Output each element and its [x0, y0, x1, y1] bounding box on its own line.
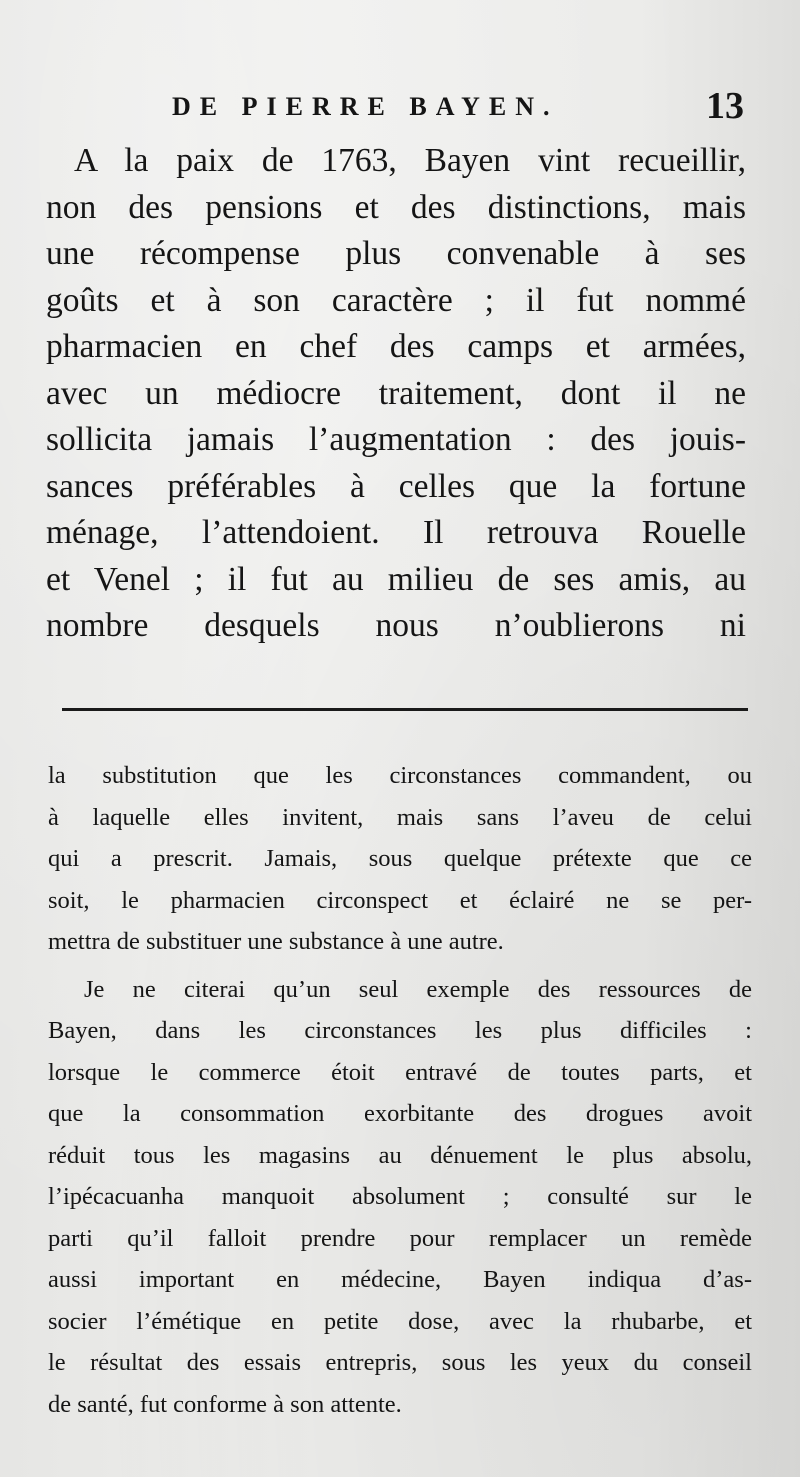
- footnote-line: soit, le pharmacien circonspect et éclairé ne se per-: [48, 886, 752, 914]
- text-line: avec un médiocre traitement, dont il ne: [46, 374, 746, 412]
- footnote-line: mettra de substituer une substance à une autre.: [48, 928, 504, 955]
- footnote-separator-rule: [62, 708, 748, 711]
- text-line: pharmacien en chef des camps et armées,: [46, 328, 746, 365]
- running-head: [60, 82, 744, 132]
- footnote-line: Bayen, dans les circonstances les plus difficiles :: [48, 1017, 752, 1044]
- text-line: ménage, l’attendoient. Il retrouva Rouelle: [46, 514, 746, 551]
- page-number: 13: [706, 85, 744, 127]
- text-line: nombre desquels nous n’oublierons ni: [46, 607, 746, 644]
- footnote-line: aussi important en médecine, Bayen indiqua d’as-: [48, 1266, 752, 1293]
- footnote-line: Je ne citerai qu’un seul exemple des ressources de: [84, 975, 752, 1003]
- footnote-line: socier l’émétique en petite dose, avec la rhubarbe, et: [48, 1307, 752, 1335]
- footnote-line: parti qu’il falloit prendre pour remplacer un remède: [48, 1224, 752, 1252]
- footnote-line: lorsque le commerce étoit entravé de toutes parts, et: [48, 1058, 752, 1086]
- footnote-line: l’ipécacuanha manquoit absolument ; consulté sur le: [48, 1183, 752, 1210]
- text-line: sollicita jamais l’augmentation : des jouis-: [46, 421, 746, 458]
- text-line: sances préférables à celles que la fortune: [46, 467, 746, 505]
- text-line: goûts et à son caractère ; il fut nommé: [46, 281, 746, 319]
- footnote-line: que la consommation exorbitante des drogues avoit: [48, 1100, 752, 1127]
- footnote-line: le résultat des essais entrepris, sous les yeux du conseil: [48, 1349, 752, 1376]
- running-title: DE PIERRE BAYEN.: [172, 92, 559, 121]
- footnote-line: réduit tous les magasins au dénuement le plus absolu,: [48, 1141, 752, 1169]
- text-line: et Venel ; il fut au milieu de ses amis, au: [46, 560, 746, 598]
- text-line: une récompense plus convenable à ses: [46, 235, 746, 272]
- main-text: [46, 138, 746, 650]
- footnote-line: la substitution que les circonstances commandent, ou: [48, 762, 752, 789]
- footnote-line: qui a prescrit. Jamais, sous quelque prétexte que ce: [48, 845, 752, 872]
- footnote-line: à laquelle elles invitent, mais sans l’aveu de celui: [48, 803, 752, 831]
- footnote-line: de santé, fut conforme à son attente.: [48, 1390, 402, 1418]
- text-line: A la paix de 1763, Bayen vint recueillir,: [74, 142, 746, 179]
- text-line: non des pensions et des distinctions, mais: [46, 188, 746, 226]
- footnotes: [48, 755, 752, 1425]
